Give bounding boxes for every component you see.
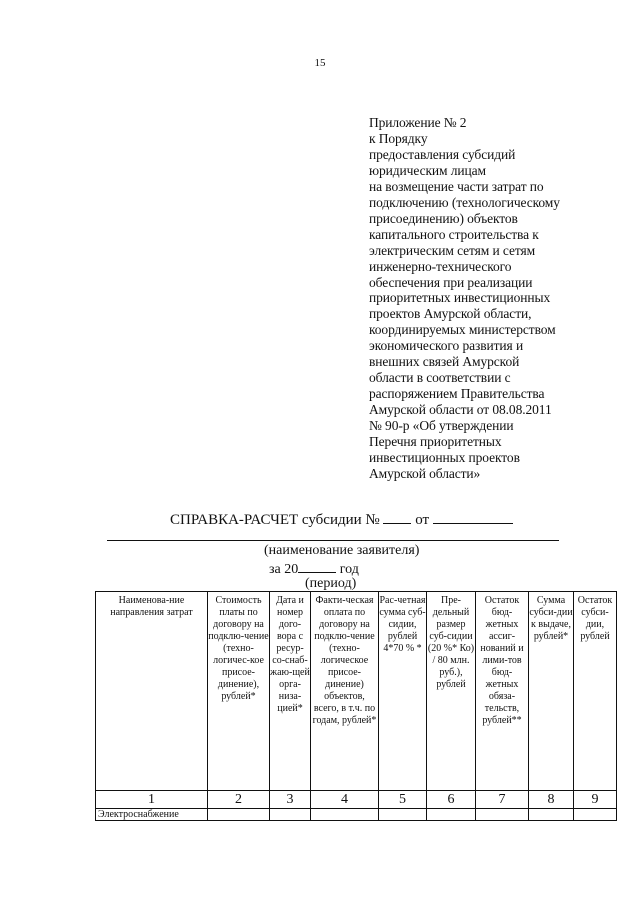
period-caption: (период): [305, 576, 357, 591]
table-cell: [574, 809, 617, 821]
column-number: 2: [208, 791, 270, 809]
column-header: Стоимость платы по договору на подклю-чение (техно-логичес-кое присое-динение), рублей*: [208, 592, 270, 791]
table-cell: [427, 809, 476, 821]
table-cell: [529, 809, 574, 821]
year-blank: [298, 560, 336, 573]
column-header: Наименова-ние направления затрат: [96, 592, 208, 791]
appendix-line: юридическим лицам: [369, 162, 486, 178]
column-number: 6: [427, 791, 476, 809]
appendix-line: капитального строительства к: [369, 226, 539, 242]
appendix-line: Амурской области»: [369, 465, 481, 481]
applicant-caption: (наименование заявителя): [264, 543, 420, 558]
appendix-line: распоряжением Правительства: [369, 386, 545, 402]
table-cell: [270, 809, 311, 821]
date-blank: [433, 509, 513, 524]
appendix-line: электрическим сетям и сетям: [369, 242, 536, 258]
column-number: 3: [270, 791, 311, 809]
table-cell: [379, 809, 427, 821]
appendix-line: на возмещение части затрат по: [369, 178, 544, 194]
column-number: 7: [476, 791, 529, 809]
appendix-line: обеспечения при реализации: [369, 274, 533, 290]
appendix-line: области в соответствии с: [369, 370, 511, 386]
row-label: Электроснабжение: [96, 809, 208, 821]
appendix-line: внешних связей Амурской: [369, 354, 520, 370]
appendix-line: № 90-р «Об утверждении: [369, 418, 514, 434]
appendix-line: инженерно-технического: [369, 258, 512, 274]
column-header: Пре-дельный размер суб-сидии (20 %* Ко) / 80 млн. руб.), рублей: [427, 592, 476, 791]
column-number: 1: [96, 791, 208, 809]
column-header: Сумма субси-дии к выдаче, рублей*: [529, 592, 574, 791]
column-header: Остаток субси-дии, рублей: [574, 592, 617, 791]
appendix-line: приоритетных инвестиционных: [369, 290, 551, 306]
appendix-line: инвестиционных проектов: [369, 450, 520, 466]
appendix-line: координируемых министерством: [369, 322, 556, 338]
appendix-line: подключению (технологическому: [369, 194, 560, 210]
column-number: 9: [574, 791, 617, 809]
column-number: 5: [379, 791, 427, 809]
column-number-row: [96, 791, 617, 809]
appendix-block: [369, 115, 619, 482]
appendix-line: к Порядку: [369, 130, 428, 146]
appendix-line: проектов Амурской области,: [369, 306, 532, 322]
appendix-line: экономического развития и: [369, 338, 524, 354]
page-number: 15: [314, 57, 326, 69]
appendix-line: присоединению) объектов: [369, 210, 518, 226]
table-header-row: [96, 592, 617, 791]
column-number: 8: [529, 791, 574, 809]
column-number: 4: [311, 791, 379, 809]
title-from-label: от: [415, 512, 430, 528]
number-blank: [383, 509, 411, 524]
applicant-name-line: [107, 540, 559, 541]
appendix-line: Приложение № 2: [369, 115, 467, 130]
table-cell: [311, 809, 379, 821]
title-text: СПРАВКА-РАСЧЕТ субсидии №: [170, 512, 380, 528]
table-row: [96, 809, 617, 821]
column-header: Дата и номер дого-вора с ресур-со-снаб-жаю-щей орга-низа-цией*: [270, 592, 311, 791]
column-header: Факти-ческая оплата по договору на подклю-чение (техно-логическое присое-динение) объектов, всего, в т.ч. по годам, рублей*: [311, 592, 379, 791]
year-prefix: за 20: [269, 562, 299, 577]
column-header: Остаток бюд-жетных ассиг-нований и лими-тов бюд-жетных обяза-тельств, рублей**: [476, 592, 529, 791]
table-cell: [208, 809, 270, 821]
subsidy-table: [95, 591, 617, 821]
year-suffix: год: [339, 562, 359, 577]
appendix-line: предоставления субсидий: [369, 146, 516, 162]
appendix-line: Амурской области от 08.08.2011: [369, 402, 552, 418]
column-header: Рас-четная сумма суб-сидии, рублей 4*70 % *: [379, 592, 427, 791]
document-title: [170, 509, 513, 529]
appendix-line: Перечня приоритетных: [369, 434, 502, 450]
table-cell: [476, 809, 529, 821]
